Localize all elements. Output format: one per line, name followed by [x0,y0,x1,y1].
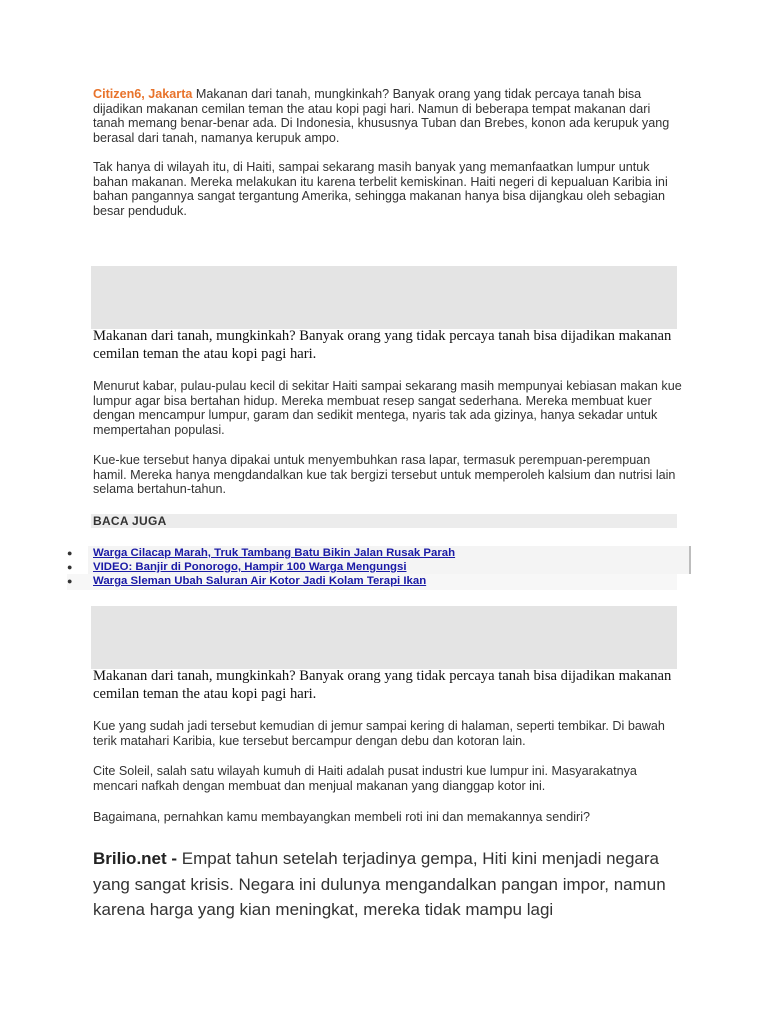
baca-juga-header [91,514,677,528]
related-link-ponorogo[interactable]: VIDEO: Banjir di Ponorogo, Hampir 100 Warga Mengungsi [93,561,407,573]
related-link-cilacap[interactable]: Warga Cilacap Marah, Truk Tambang Batu Bikin Jalan Rusak Parah [93,547,456,559]
paragraph-brilio-text: Empat tahun setelah terjadinya gempa, Hiti kini menjadi negara yang sangat krisis. Negara ini dulunya mengandalkan pangan impor, namun karena harga yang kian meningkat, mereka tidak mampu lagi [93,849,666,920]
bullet-icon: ● [67,548,73,558]
related-link-sleman[interactable]: Warga Sleman Ubah Saluran Air Kotor Jadi Kolam Terapi Ikan [93,575,427,587]
image-placeholder-2 [91,606,677,669]
paragraph-jemur: Kue yang sudah jadi tersebut kemudian di jemur sampai kering di halaman, seperti tembikar. Di bawah terik matahari Karibia, kue tersebut bercampur dengan debu dan kotoran lain. [93,719,665,748]
paragraph-kue-lumpur: Menurut kabar, pulau-pulau kecil di sekitar Haiti sampai sekarang masih mempunyai kebiasan makan kue lumpur agar bisa bertahan hidup. Mereka membuat resep sangat sederhana. Mereka membuat kuer dengan mencampur lumpur, garam dan sedikit mentega, nyaris tak ada gizinya, hanya sekadar untuk mempertahan populasi. [93,379,682,438]
paragraph-intro-text: Makanan dari tanah, mungkinkah? Banyak orang yang tidak percaya tanah bisa dijadikan makanan cemilan teman the atau kopi pagi hari. Namun di beberapa tempat makanan dari tanah memang benar-benar ada. Di Indonesia, khususnya Tuban dan Brebes, konon ada kerupuk yang berasal dari tanah, namanya kerupuk ampo. [93,87,670,146]
paragraph-cite-soleil: Cite Soleil, salah satu wilayah kumuh di Haiti adalah pusat industri kue lumpur ini. Masyarakatnya mencari nafkah dengan membuat dan menjual makanan yang dianggap kotor ini. [93,764,637,793]
list-item [67,546,691,560]
paragraph-haiti: Tak hanya di wilayah itu, di Haiti, sampai sekarang masih banyak yang memanfaatkan lumpur untuk bahan makanan. Mereka melakukan itu karena terbelit kemiskinan. Haiti negeri di kepualuan Karibia ini bahan pangannya sangat tergantung Amerika, sehingga makanan hanya bisa dijangkau oleh sebagian besar penduduk. [93,160,668,219]
paragraph-question: Bagaimana, pernahkan kamu membayangkan membeli roti ini dan memakannya sendiri? [93,810,591,824]
image-caption-2: Makanan dari tanah, mungkinkah? Banyak orang yang tidak percaya tanah bisa dijadikan makanan cemilan teman the atau kopi pagi hari. [93,668,672,702]
paragraph-perempuan: Kue-kue tersebut hanya dipakai untuk menyembuhkan rasa lapar, termasuk perempuan-perempuan hamil. Mereka hanya mengdandalkan kue tak bergizi tersebut untuk memperoleh kalsium dan nutrisi lain selama bertahun-tahun. [93,453,676,497]
image-caption-1: Makanan dari tanah, mungkinkah? Banyak orang yang tidak percaya tanah bisa dijadikan makanan cemilan teman the atau kopi pagi hari. [93,328,672,362]
baca-juga-label: BACA JUGA [93,514,167,528]
related-links-list [67,546,691,588]
bullet-icon: ● [67,562,73,572]
brand-label: Brilio.net - [93,849,182,868]
list-item [67,560,691,574]
paragraph-brilio [93,846,693,923]
list-item [67,574,691,588]
bullet-icon: ● [67,576,73,586]
image-placeholder-1 [91,266,677,329]
paragraph-intro [93,87,683,146]
dateline-label: Citizen6, Jakarta [93,87,193,101]
